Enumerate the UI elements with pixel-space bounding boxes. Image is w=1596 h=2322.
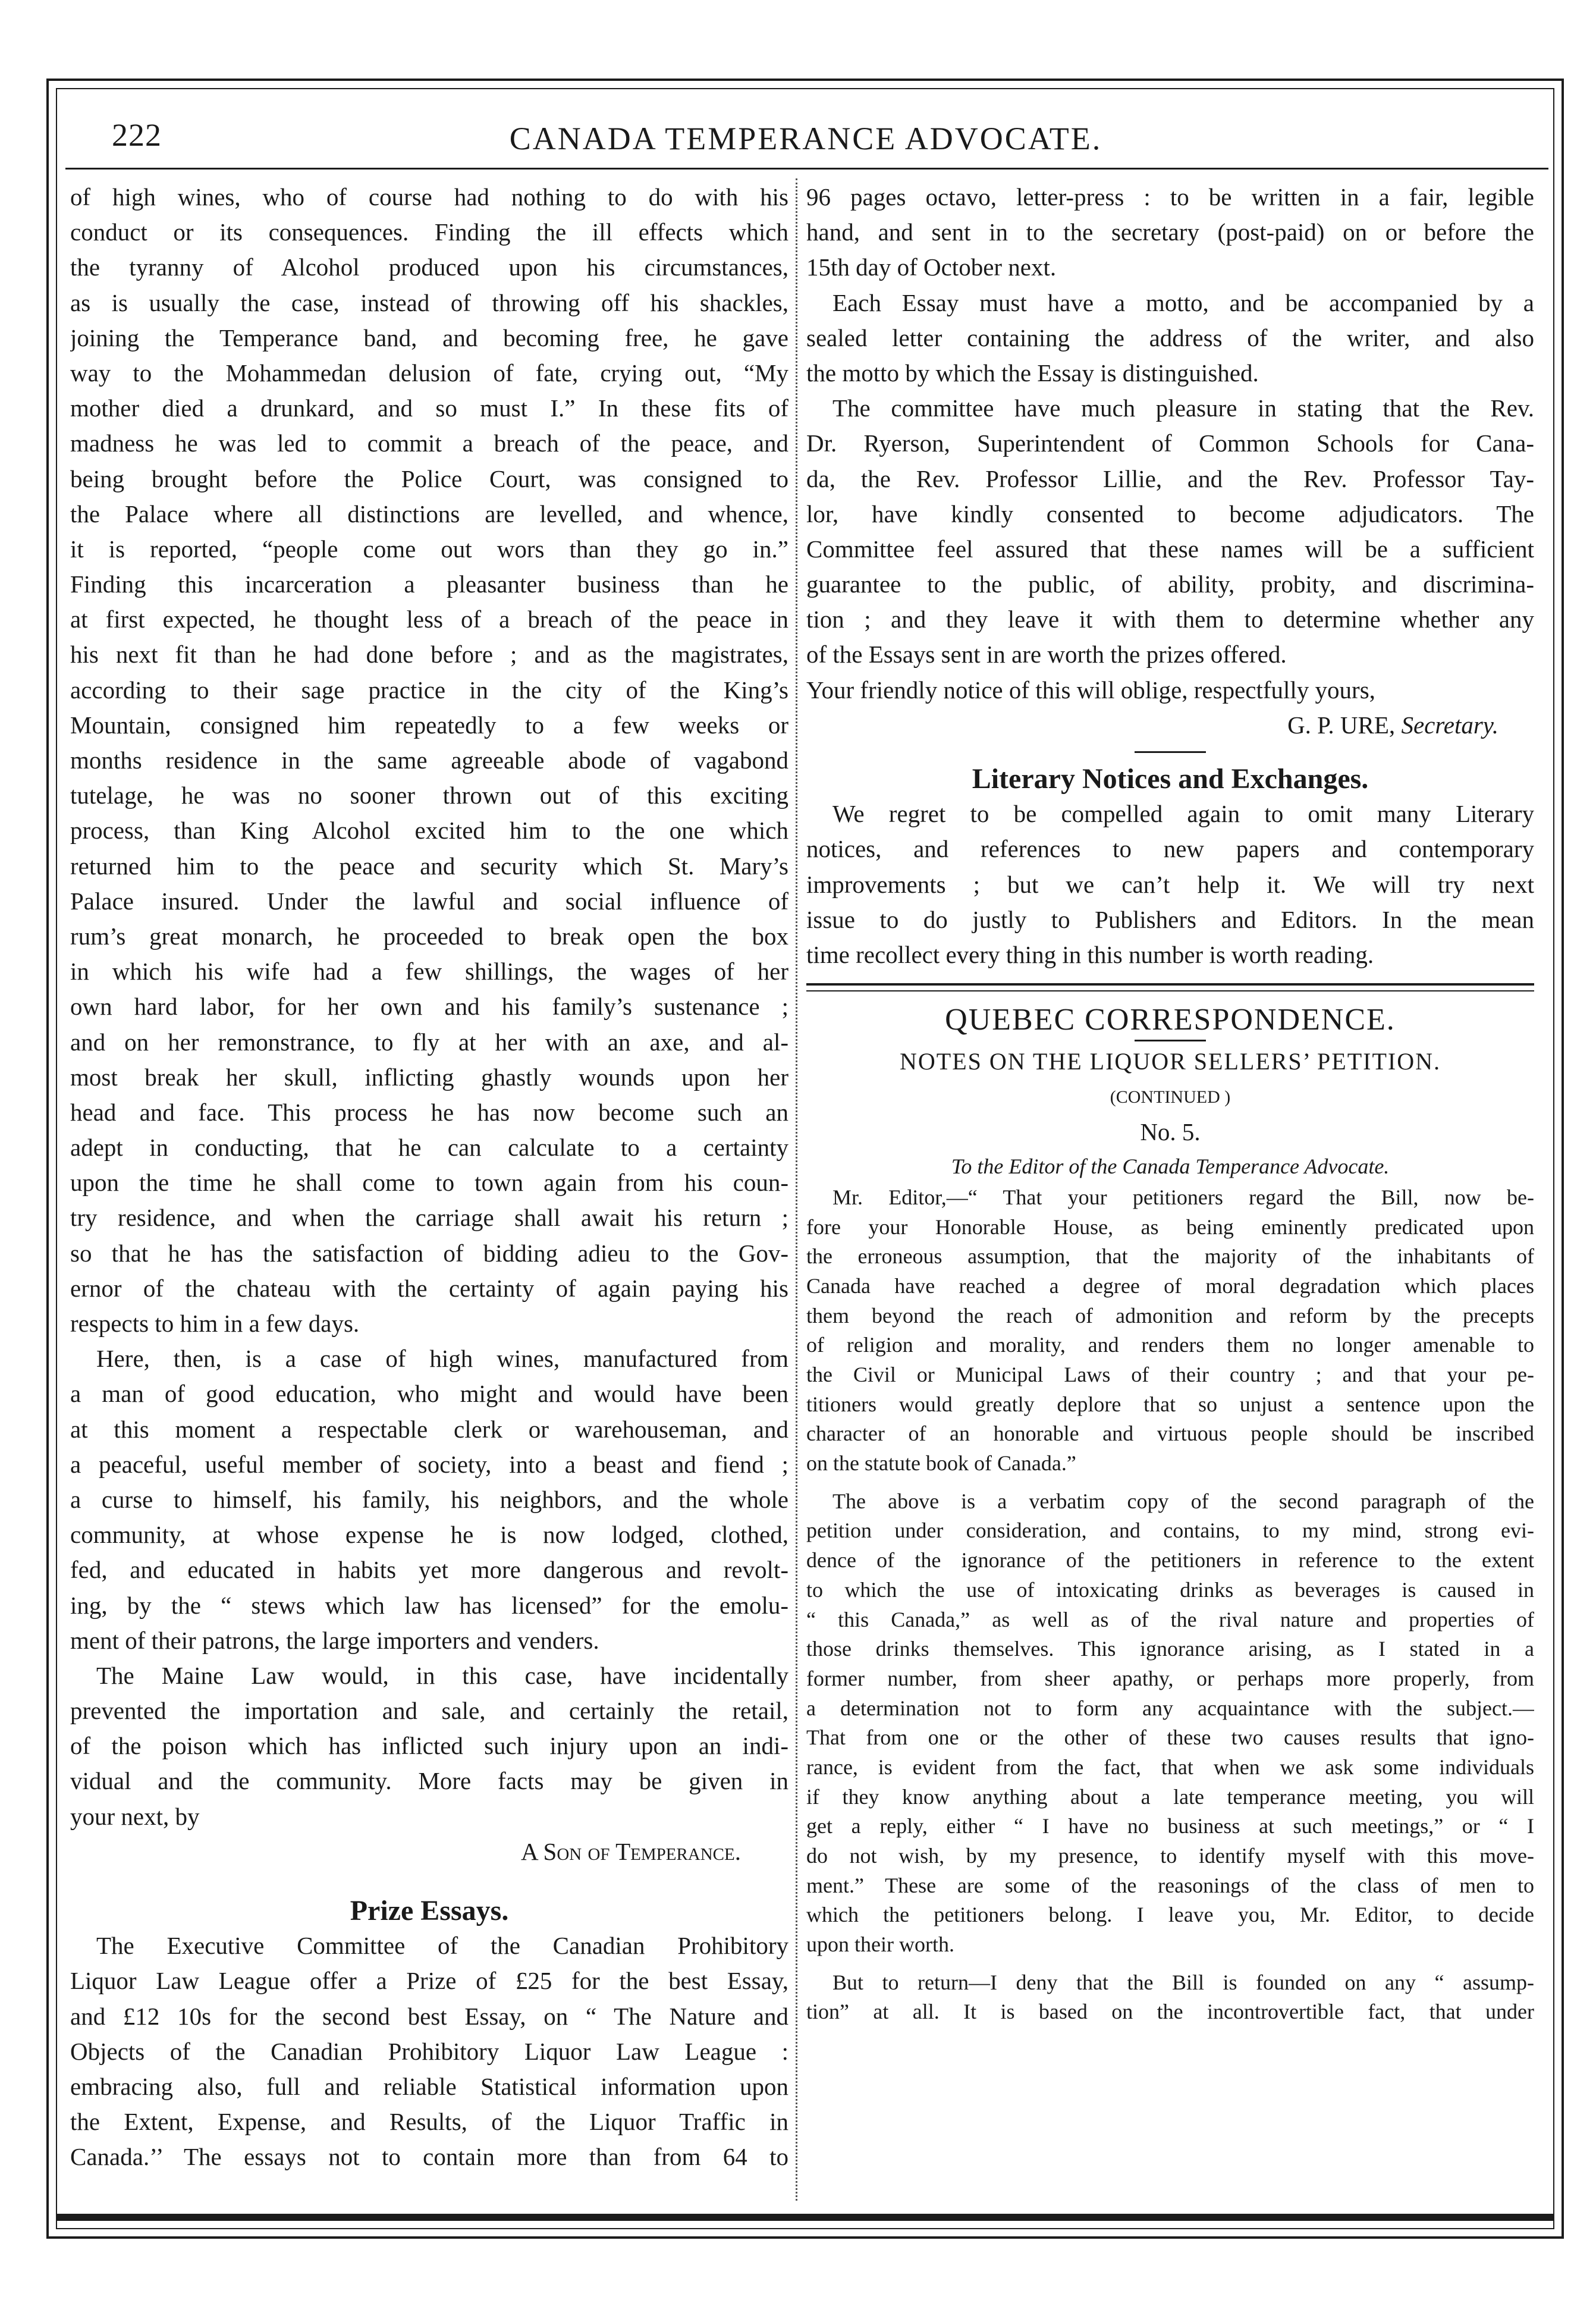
text-line: which the petitioners belong. I leave you, Mr. Editor, to decide	[806, 1903, 1534, 1927]
spacer	[806, 1960, 1534, 1968]
text-line: titioners would greatly deplore that so unjust a sentence upon the	[806, 1392, 1534, 1416]
text-line: a peaceful, useful member of society, into a beast and fiend ;	[70, 1450, 788, 1478]
text-line: of religion and morality, and renders them no longer amenable to	[806, 1333, 1534, 1357]
text-line: rum’s great monarch, he proceeded to break open the box	[70, 922, 788, 950]
text-line: at first expected, he thought less of a breach of the peace in	[70, 605, 788, 633]
salutation: To the Editor of the Canada Temperance Advocate.	[951, 1154, 1390, 1178]
text-line: them beyond the reach of admonition and reform by the precepts	[806, 1303, 1534, 1328]
spacer	[70, 1869, 788, 1893]
text-line: the Palace where all distinctions are levelled, and whence,	[70, 500, 788, 528]
text-line: his next fit than he had done before ; and as the magistrates,	[70, 641, 788, 669]
secretary-name: G. P. URE,	[1287, 711, 1396, 739]
paragraph-return	[806, 1968, 1534, 2027]
short-rule	[1135, 751, 1206, 753]
text-line: Palace insured. Under the lawful and social influence of	[70, 887, 788, 915]
text-line: your next, by	[70, 1802, 200, 1830]
text-line: it is reported, “people come out wors than they go in.”	[70, 535, 788, 563]
paragraph-maine-law	[70, 1658, 788, 1834]
text-line: process, than King Alcohol excited him to the one which	[70, 817, 788, 845]
text-line: lor, have kindly consented to become adjudicators. The	[806, 500, 1534, 528]
paragraph-high-wines	[70, 1341, 788, 1658]
right-column	[806, 180, 1534, 2027]
text-line: ment of their patrons, the large importers and venders.	[70, 1626, 599, 1654]
text-line: returned him to the peace and security which St. Mary’s	[70, 852, 788, 880]
text-line: most break her skull, inflicting ghastly wounds upon her	[70, 1063, 788, 1091]
number-label: No. 5.	[1140, 1118, 1201, 1146]
text-line: the tyranny of Alcohol produced upon his circumstances,	[70, 253, 788, 281]
text-line: The Maine Law would, in this case, have incidentally	[96, 1661, 788, 1689]
text-line: notices, and references to new papers and contemporary	[806, 835, 1534, 863]
prize-continued	[806, 180, 1534, 285]
text-line: guarantee to the public, of ability, probity, and discrimina-	[806, 570, 1534, 598]
text-line: Mountain, consigned him repeatedly to a few weeks or	[70, 711, 788, 739]
text-line: Canada have reached a degree of moral degradation which places	[806, 1273, 1534, 1298]
header-rule	[65, 168, 1548, 170]
text-line: Mr. Editor,—“ That your petitioners regard the Bill, now be-	[832, 1185, 1534, 1209]
letter-paragraph	[70, 180, 788, 1341]
double-rule	[806, 983, 1534, 991]
text-line: in which his wife had a few shillings, the wages of her	[70, 958, 788, 986]
journal-title: CANADA TEMPERANCE ADVOCATE.	[509, 121, 1102, 156]
text-line: joining the Temperance band, and becoming free, he gave	[70, 324, 788, 352]
text-line: on the statute book of Canada.”	[806, 1451, 1076, 1476]
text-line: if they know anything about a late temperance meeting, you will	[806, 1784, 1534, 1809]
text-line: fed, and educated in habits yet more dangerous and revolt-	[70, 1556, 788, 1584]
text-line: vidual and the community. More facts may be given in	[70, 1767, 788, 1795]
column-divider	[796, 178, 797, 2201]
text-line: conduct or its consequences. Finding the ill effects which	[70, 218, 788, 246]
spacer	[806, 1479, 1534, 1487]
text-line: petition under consideration, and contains, to my mind, strong evi-	[806, 1518, 1534, 1543]
text-line: “ this Canada,” as well as of the rival nature and properties of	[806, 1607, 1534, 1631]
text-line: tutelage, he was no sooner thrown out of this exciting	[70, 782, 788, 809]
text-line: Canada.’’ The essays not to contain more than from 64 to	[70, 2143, 788, 2171]
notes-title: NOTES ON THE LIQUOR SELLERS’ PETITION.	[899, 1048, 1441, 1075]
bottom-rule	[57, 2214, 1553, 2221]
text-line: and on her remonstrance, to fly at her with an axe, and al-	[70, 1028, 788, 1056]
text-line: The Executive Committee of the Canadian Prohibitory	[96, 1932, 788, 1960]
quoted-petition	[806, 1183, 1534, 1479]
prize-paragraph	[70, 1928, 788, 2174]
text-line: ment.” These are some of the reasonings of the class of men to	[806, 1873, 1534, 1897]
text-line: months residence in the same agreeable abode of vagabond	[70, 746, 788, 774]
signature: A Son of Temperance.	[520, 1837, 741, 1865]
section-title-prize-essays: Prize Essays.	[350, 1895, 509, 1926]
text-line: community, at whose expense he is now lodged, clothed,	[70, 1521, 788, 1549]
section-title-quebec: QUEBEC CORRESPONDENCE.	[945, 1003, 1396, 1037]
continued-label: (CONTINUED )	[1110, 1087, 1231, 1107]
secretary-signature	[806, 708, 1534, 743]
text-line: ing, by the “ stews which law has licensed” for the emolu-	[70, 1591, 788, 1619]
text-line: to which the use of intoxicating drinks as beverages is caused in	[806, 1577, 1534, 1602]
text-line: of the Essays sent in are worth the prizes offered.	[806, 641, 1287, 669]
secretary-title: Secretary.	[1401, 711, 1498, 739]
short-rule	[1135, 1040, 1206, 1041]
left-column	[70, 180, 788, 2175]
text-line: That from one or the other of these two causes results that igno-	[806, 1725, 1534, 1750]
text-line: of the poison which has inflicted such injury upon an indi-	[70, 1732, 788, 1760]
text-line: a man of good education, who might and would have been	[70, 1380, 788, 1408]
text-line: Each Essay must have a motto, and be accompanied by a	[832, 288, 1534, 316]
text-line: prevented the importation and sale, and certainly the retail,	[70, 1697, 788, 1725]
text-line: tion” at all. It is based on the incontrovertible fact, that under	[806, 2000, 1534, 2024]
text-line: Committee feel assured that these names will be a sufficient	[806, 535, 1534, 563]
text-line: do not wish, by my presence, to identify myself with this move-	[806, 1844, 1534, 1868]
text-line: way to the Mohammedan delusion of fate, crying out, “My	[70, 359, 788, 387]
text-line: Liquor Law League offer a Prize of £25 for the best Essay,	[70, 1967, 788, 1995]
paragraph-above	[806, 1487, 1534, 1960]
text-line: upon their worth.	[806, 1932, 954, 1957]
text-line: improvements ; but we can’t help it. We will try next	[806, 870, 1534, 898]
text-line: get a reply, either “ I have no business at such meetings,” or “ I	[806, 1814, 1534, 1838]
text-line: madness he was led to commit a breach of the peace, and	[70, 429, 788, 457]
text-line: Here, then, is a case of high wines, manufactured from	[96, 1345, 788, 1373]
literary-paragraph	[806, 796, 1534, 972]
text-line: embracing also, full and reliable Statistical information upon	[70, 2072, 788, 2100]
text-line: a curse to himself, his family, his neighbors, and the whole	[70, 1485, 788, 1513]
text-line: But to return—I deny that the Bill is founded on any “ assump-	[832, 1970, 1534, 1994]
text-line: character of an honorable and virtuous people should be inscribed	[806, 1422, 1534, 1446]
text-line: tion ; and they leave it with them to determine whether any	[806, 605, 1534, 633]
running-head	[65, 117, 1546, 164]
text-line: The committee have much pleasure in stating that the Rev.	[832, 394, 1534, 422]
text-line: according to their sage practice in the city of the King’s	[70, 676, 788, 704]
text-line: at this moment a respectable clerk or warehouseman, and	[70, 1415, 788, 1443]
page-number: 222	[112, 117, 162, 153]
text-line: the erroneous assumption, that the majority of the inhabitants of	[806, 1244, 1534, 1269]
text-line: Finding this incarceration a pleasanter business than he	[70, 570, 788, 598]
text-line: those drinks themselves. This ignorance arising, as I stated in a	[806, 1637, 1534, 1661]
text-line: sealed letter containing the address of the writer, and also	[806, 324, 1534, 352]
text-line: time recollect every thing in this number is worth reading.	[806, 940, 1374, 968]
text-line: Objects of the Canadian Prohibitory Liquor Law League :	[70, 2037, 788, 2065]
text-line: head and face. This process he has now become such an	[70, 1098, 788, 1126]
text-line: mother died a drunkard, and so must I.” In these fits of	[70, 394, 788, 422]
text-line: upon the time he shall come to town again from his coun-	[70, 1169, 788, 1197]
committee-paragraph	[806, 391, 1534, 673]
text-line: try residence, and when the carriage shall await his return ;	[70, 1204, 788, 1232]
text-line: adept in conducting, that he can calculate to a certainty	[70, 1134, 788, 1162]
text-line: the Extent, Expense, and Results, of the Liquor Traffic in	[70, 2108, 788, 2136]
text-line: hand, and sent in to the secretary (post-paid) on or before the	[806, 218, 1534, 246]
text-line: We regret to be compelled again to omit many Literary	[832, 800, 1534, 828]
text-line: own hard labor, for her own and his family’s sustenance ;	[70, 993, 788, 1021]
motto-paragraph	[806, 285, 1534, 391]
text-line: dence of the ignorance of the petitioners in reference to the extent	[806, 1548, 1534, 1573]
section-title-literary-notices: Literary Notices and Exchanges.	[972, 763, 1369, 795]
text-line: and £12 10s for the second best Essay, on “ The Nature and	[70, 2002, 788, 2030]
text-line: issue to do justly to Publishers and Editors. In the mean	[806, 905, 1534, 933]
text-line: of high wines, who of course had nothing to do with his	[70, 183, 788, 211]
text-line: respects to him in a few days.	[70, 1310, 360, 1337]
text-line: Dr. Ryerson, Superintendent of Common Schools for Cana-	[806, 429, 1534, 457]
text-line: as is usually the case, instead of throwing off his shackles,	[70, 288, 788, 316]
closing-line: Your friendly notice of this will oblige, respectfully yours,	[806, 676, 1375, 704]
text-line: ernor of the chateau with the certainty of again paying his	[70, 1274, 788, 1302]
text-line: rance, is evident from the fact, that when we ask some individuals	[806, 1755, 1534, 1779]
text-line: The above is a verbatim copy of the second paragraph of the	[832, 1489, 1534, 1513]
text-line: former number, from sheer apathy, or perhaps more properly, from	[806, 1666, 1534, 1690]
text-line: the motto by which the Essay is distinguished.	[806, 359, 1259, 387]
text-line: da, the Rev. Professor Lillie, and the Rev. Professor Tay-	[806, 465, 1534, 492]
text-line: so that he has the satisfaction of bidding adieu to the Gov-	[70, 1239, 788, 1267]
text-line: 96 pages octavo, letter-press : to be written in a fair, legible	[806, 183, 1534, 211]
text-line: a determination not to form any acquaintance with the subject.—	[806, 1696, 1534, 1720]
text-line: being brought before the Police Court, was consigned to	[70, 465, 788, 492]
text-line: the Civil or Municipal Laws of their country ; and that your pe-	[806, 1363, 1534, 1386]
text-line: fore your Honorable House, as being eminently predicated upon	[806, 1215, 1534, 1239]
text-line: 15th day of October next.	[806, 253, 1057, 281]
